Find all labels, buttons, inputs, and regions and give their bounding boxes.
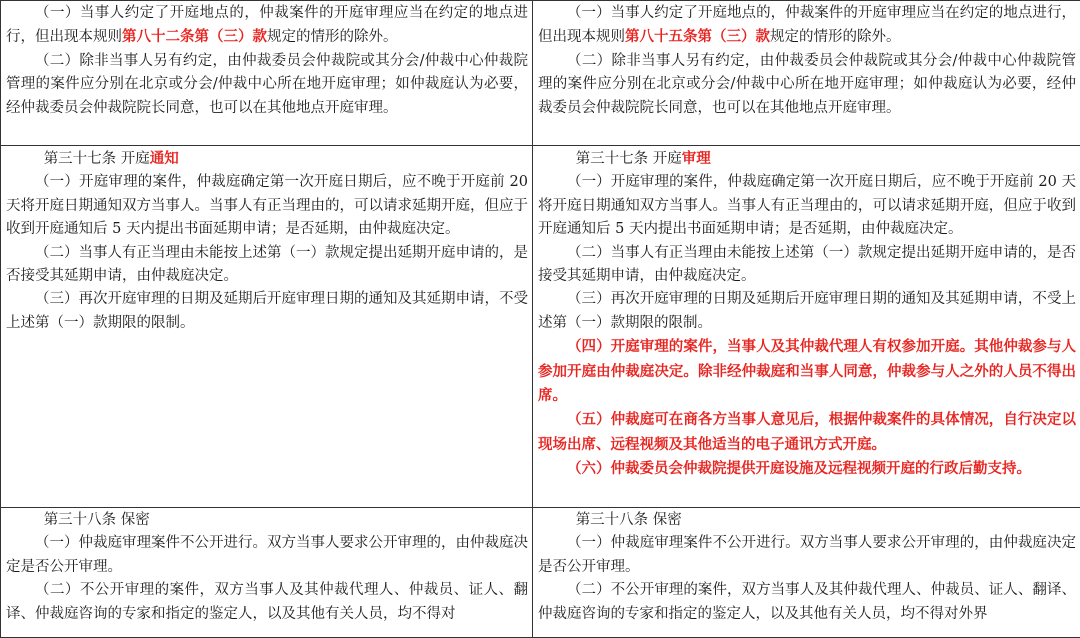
paragraph	[538, 532, 1076, 579]
text-segment: （三）再次开庭审理的日期及延期后开庭审理日期的通知及其延期申请，不受上述第（一）款期限的限制。	[6, 291, 528, 330]
old-rules-cell	[1, 1, 533, 146]
added-paragraph	[538, 408, 1076, 457]
paragraph	[6, 579, 528, 626]
changed-text: （五）仲裁庭可在商各方当事人意见后，根据仲裁案件的具体情况，自行决定以现场出席、远程视频及其他适当的电子通讯方式开庭。	[538, 411, 1076, 452]
changed-text: （四）开庭审理的案件，当事人及其仲裁代理人有权参加开庭。其他仲裁参与人参加开庭由仲裁庭决定。除非经仲裁庭和当事人同意，仲裁参与人之外的人员不得出席。	[538, 338, 1076, 404]
table-row	[1, 1, 1080, 146]
added-paragraph	[538, 457, 1076, 481]
paragraph	[538, 579, 1076, 626]
text-segment: （二）当事人有正当理由未能按上述第（一）款规定提出延期开庭申请的，是否接受其延期申请，由仲裁庭决定。	[538, 245, 1076, 284]
article-heading	[6, 509, 528, 532]
text-segment: （二）不公开审理的案件，双方当事人及其仲裁代理人、仲裁员、证人、翻译、仲裁庭咨询的专家和指定的鉴定人，以及其他有关人员，均不得对	[6, 582, 528, 621]
text-segment: 第三十七条 开庭	[576, 151, 682, 167]
text-segment: （二）不公开审理的案件，双方当事人及其仲裁代理人、仲裁员、证人、翻译、仲裁庭咨询的专家和指定的鉴定人，以及其他有关人员，均不得对外界	[538, 582, 1076, 621]
article-heading	[6, 147, 528, 171]
new-rules-cell	[533, 1, 1080, 146]
old-rules-cell	[1, 146, 533, 508]
table-row	[1, 508, 1080, 638]
text-segment: （一）开庭审理的案件，仲裁庭确定第一次开庭日期后，应不晚于开庭前 20 天将开庭日期通知双方当事人。当事人有正当理由的，可以请求延期开庭，但应于收到开庭通知后 5 天内提出书面延期申请；是否延期，由仲裁庭决定。	[6, 174, 528, 237]
paragraph	[6, 171, 528, 241]
changed-text: 第八十二条第（三）款	[122, 28, 267, 45]
text-segment: （三）再次开庭审理的日期及延期后开庭审理日期的通知及其延期申请，不受上述第（一）款期限的限制。	[538, 291, 1076, 330]
text-segment: （一）当事人约定了开庭地点的，仲裁案件的开庭审理应当在约定的地点进行，但出现本规则	[6, 5, 528, 45]
new-rules-cell	[533, 508, 1080, 638]
paragraph	[6, 50, 528, 120]
article-heading	[538, 509, 1076, 532]
text-segment: （二）当事人有正当理由未能按上述第（一）款规定提出延期开庭申请的，是否接受其延期申请，由仲裁庭决定。	[6, 245, 528, 284]
text-segment: （一）当事人约定了开庭地点的，仲裁案件的开庭审理应当在约定的地点进行，但出现本规则	[538, 5, 1076, 45]
paragraph	[538, 171, 1076, 241]
changed-text: （六）仲裁委员会仲裁院提供开庭设施及远程视频开庭的行政后勤支持。	[567, 460, 1031, 477]
table-row	[1, 146, 1080, 508]
added-paragraph	[538, 335, 1076, 408]
changed-text: 第八十五条第（三）款	[625, 28, 770, 45]
old-rules-cell	[1, 508, 533, 638]
paragraph	[538, 2, 1076, 50]
paragraph	[538, 242, 1076, 289]
text-segment: 规定的情形的除外。	[267, 29, 398, 45]
paragraph	[538, 50, 1076, 120]
paragraph	[6, 242, 528, 289]
article-heading	[538, 147, 1076, 171]
text-segment: （一）开庭审理的案件，仲裁庭确定第一次开庭日期后，应不晚于开庭前 20 天将开庭日期通知双方当事人。当事人有正当理由的，可以请求延期开庭，但应于收到开庭通知后 5 天内提出书面延期申请；是否延期，由仲裁庭决定。	[538, 174, 1076, 237]
text-segment: （一）仲裁庭审理案件不公开进行。双方当事人要求公开审理的，由仲裁庭决定是否公开审理。	[6, 535, 528, 574]
new-rules-cell	[533, 146, 1080, 508]
paragraph	[538, 288, 1076, 335]
text-segment: 第三十八条 保密	[576, 512, 682, 528]
changed-text: 审理	[682, 150, 711, 167]
text-segment: （一）仲裁庭审理案件不公开进行。双方当事人要求公开审理的，由仲裁庭决定是否公开审理。	[538, 535, 1076, 574]
paragraph	[6, 2, 528, 50]
text-segment: 第三十八条 保密	[44, 512, 150, 528]
text-segment: 第三十七条 开庭	[44, 151, 150, 167]
text-segment: （二）除非当事人另有约定，由仲裁委员会仲裁院或其分会/仲裁中心仲裁院管理的案件应分别在北京或分会/仲裁中心所在地开庭审理；如仲裁庭认为必要，经仲裁委员会仲裁院院长同意，也可以在其他地点开庭审理。	[538, 53, 1076, 116]
text-segment: （二）除非当事人另有约定，由仲裁委员会仲裁院或其分会/仲裁中心仲裁院管理的案件应分别在北京或分会/仲裁中心所在地开庭审理；如仲裁庭认为必要，经仲裁委员会仲裁院院长同意，也可以在其他地点开庭审理。	[6, 53, 528, 116]
text-segment: 规定的情形的除外。	[770, 29, 901, 45]
paragraph	[6, 288, 528, 335]
paragraph	[6, 532, 528, 579]
changed-text: 通知	[150, 150, 179, 167]
